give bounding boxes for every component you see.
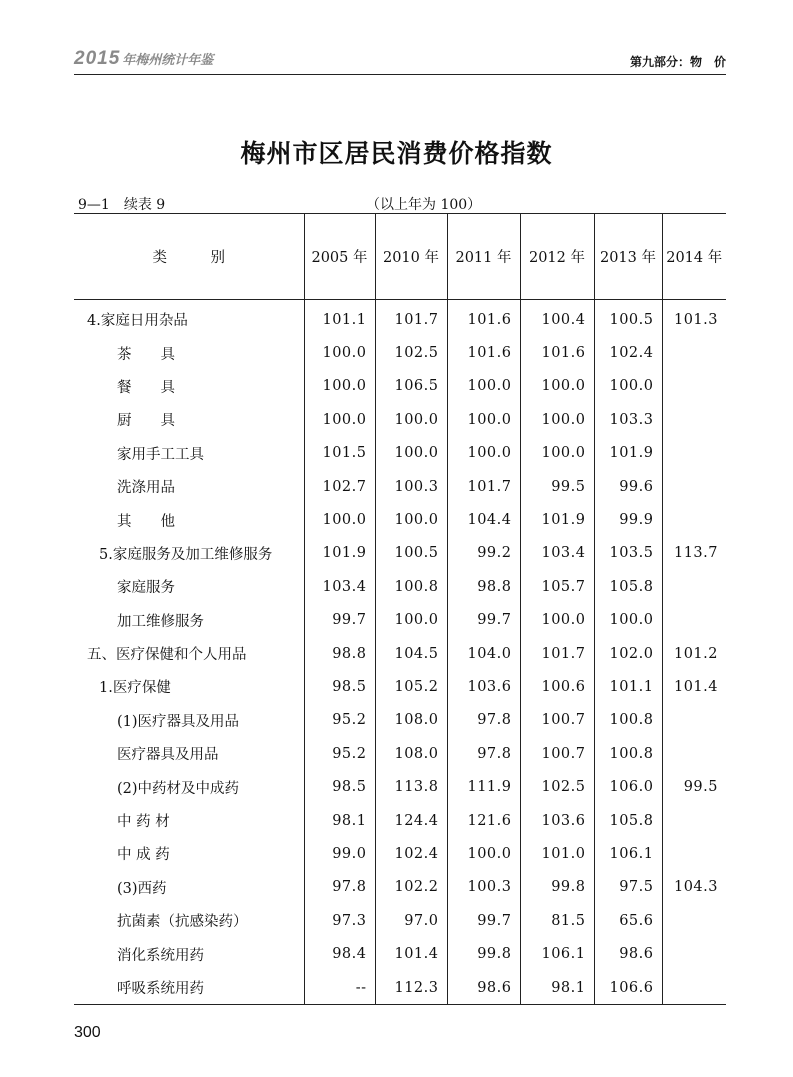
table-cell: 100.0 — [304, 503, 375, 536]
row-label: 1.医疗保健 — [99, 680, 171, 697]
table-cell: 111.9 — [447, 770, 520, 803]
table-cell — [662, 403, 726, 436]
table-header-row — [74, 214, 726, 300]
table-cell — [662, 937, 726, 970]
table-cell: 102.5 — [375, 336, 447, 369]
table-cell: 99.0 — [304, 837, 375, 870]
table-cell: 98.6 — [447, 971, 520, 1005]
table-cell: 104.5 — [375, 637, 447, 670]
table-cell: 100.8 — [594, 737, 662, 770]
table-cell: 106.1 — [594, 837, 662, 870]
table-cell: 101.9 — [520, 503, 594, 536]
table-cell: 98.8 — [304, 637, 375, 670]
table-cell: 100.0 — [520, 604, 594, 637]
table-cell: 98.8 — [447, 570, 520, 603]
column-header: 2012 年 — [520, 214, 594, 300]
table-cell: 106.6 — [594, 971, 662, 1005]
table-row — [74, 437, 726, 470]
table-cell — [662, 804, 726, 837]
table-number: 9—1 续表 9 — [78, 197, 166, 213]
table-cell: 100.0 — [594, 604, 662, 637]
table-cell: 95.2 — [304, 704, 375, 737]
table-cell: 112.3 — [375, 971, 447, 1005]
table-cell: 97.8 — [304, 871, 375, 904]
table-cell: 113.7 — [662, 537, 726, 570]
table-cell: 101.6 — [447, 300, 520, 337]
table-row — [74, 570, 726, 603]
table-row — [74, 871, 726, 904]
row-label: 家用手工工具 — [117, 446, 204, 463]
yearbook-year: 2015 — [74, 48, 121, 69]
row-label: 抗菌素（抗感染药） — [117, 914, 248, 931]
table-row — [74, 370, 726, 403]
row-label: 呼吸系统用药 — [74, 971, 304, 1005]
table-cell: 101.7 — [375, 300, 447, 337]
table-cell: 103.4 — [520, 537, 594, 570]
column-header: 2011 年 — [447, 214, 520, 300]
table-cell — [662, 437, 726, 470]
table-cell: 99.2 — [447, 537, 520, 570]
table-cell: 113.8 — [375, 770, 447, 803]
table-cell: 97.0 — [375, 904, 447, 937]
table-cell: 101.3 — [662, 300, 726, 337]
table-cell — [662, 904, 726, 937]
table-cell: 102.0 — [594, 637, 662, 670]
row-label: 其 他 — [117, 513, 175, 530]
table-row — [74, 837, 726, 870]
table-cell: 81.5 — [520, 904, 594, 937]
row-label: 五、医疗保健和个人用品 — [87, 647, 247, 664]
table-cell: 99.5 — [520, 470, 594, 503]
table-row — [74, 937, 726, 970]
table-row — [74, 704, 726, 737]
row-label: 医疗器具及用品 — [117, 747, 219, 764]
table-cell: 100.0 — [447, 370, 520, 403]
table-cell: 100.6 — [520, 670, 594, 703]
table-cell: 101.9 — [304, 537, 375, 570]
table-cell: 101.7 — [447, 470, 520, 503]
row-label: 4.家庭日用杂品 — [87, 313, 188, 330]
table-cell: 101.4 — [375, 937, 447, 970]
column-header: 2014 年 — [662, 214, 726, 300]
table-cell: 100.5 — [375, 537, 447, 570]
table-cell: 98.5 — [304, 770, 375, 803]
table-cell: 103.5 — [594, 537, 662, 570]
table-cell: 104.4 — [447, 503, 520, 536]
table-cell: 101.1 — [304, 300, 375, 337]
price-index-table — [74, 213, 726, 1005]
table-cell: 100.3 — [447, 871, 520, 904]
table-cell: 100.5 — [594, 300, 662, 337]
table-cell: 100.0 — [375, 403, 447, 436]
table-cell: 98.5 — [304, 670, 375, 703]
table-body — [74, 300, 726, 1005]
table-cell: 97.3 — [304, 904, 375, 937]
table-cell: 99.7 — [447, 904, 520, 937]
table-cell: 124.4 — [375, 804, 447, 837]
table-cell: 103.6 — [520, 804, 594, 837]
table-cell: 101.4 — [662, 670, 726, 703]
table-cell: 101.1 — [594, 670, 662, 703]
table-cell: 100.0 — [375, 437, 447, 470]
table-cell: 106.0 — [594, 770, 662, 803]
table-cell: 95.2 — [304, 737, 375, 770]
table-cell: 97.8 — [447, 737, 520, 770]
table-row — [74, 300, 726, 337]
table-cell: 105.7 — [520, 570, 594, 603]
row-label: 加工维修服务 — [117, 613, 204, 630]
table-cell: 104.0 — [447, 637, 520, 670]
table-cell: 65.6 — [594, 904, 662, 937]
table-cell: 100.7 — [520, 737, 594, 770]
page-header — [74, 44, 726, 75]
table-cell — [662, 604, 726, 637]
table-cell: 100.0 — [520, 403, 594, 436]
table-row — [74, 604, 726, 637]
table-row — [74, 336, 726, 369]
row-label: 中 成 药 — [117, 847, 170, 864]
table-cell: 99.7 — [447, 604, 520, 637]
row-label: 家庭服务 — [117, 580, 175, 597]
table-cell — [662, 470, 726, 503]
table-cell: 100.8 — [375, 570, 447, 603]
table-cell: 102.7 — [304, 470, 375, 503]
row-label: 餐 具 — [117, 379, 175, 396]
table-cell: 106.5 — [375, 370, 447, 403]
table-cell — [662, 570, 726, 603]
table-row — [74, 670, 726, 703]
row-label: 茶 具 — [117, 346, 175, 363]
table-cell: 101.5 — [304, 437, 375, 470]
table-cell — [662, 503, 726, 536]
table-cell: 102.4 — [594, 336, 662, 369]
table-cell: 98.4 — [304, 937, 375, 970]
table-cell: 102.5 — [520, 770, 594, 803]
table-cell: 99.6 — [594, 470, 662, 503]
row-label: 厨 具 — [117, 413, 175, 430]
table-cell: 103.6 — [447, 670, 520, 703]
page-title: 梅州市区居民消费价格指数 — [240, 139, 553, 168]
table-cell: 100.0 — [447, 403, 520, 436]
table-row — [74, 804, 726, 837]
table-cell — [662, 336, 726, 369]
table-row — [74, 637, 726, 670]
table-cell: 101.6 — [520, 336, 594, 369]
table-cell: 101.9 — [594, 437, 662, 470]
table-cell: 101.0 — [520, 837, 594, 870]
table-cell: 101.6 — [447, 336, 520, 369]
table-cell: 100.0 — [375, 503, 447, 536]
table-cell: 100.0 — [447, 437, 520, 470]
table-cell — [662, 704, 726, 737]
table-cell: 108.0 — [375, 704, 447, 737]
table-cell: 100.0 — [304, 370, 375, 403]
table-cell — [662, 370, 726, 403]
column-header: 类 别 — [74, 214, 304, 300]
table-cell — [662, 971, 726, 1005]
row-label: (1)医疗器具及用品 — [117, 713, 240, 730]
table-cell: 104.3 — [662, 871, 726, 904]
section-title: 第九部分：物 价 — [629, 55, 726, 69]
table-cell: 100.4 — [520, 300, 594, 337]
table-cell: 102.2 — [375, 871, 447, 904]
table-cell: 98.1 — [520, 971, 594, 1005]
page-number: 300 — [74, 1024, 101, 1041]
table-row — [74, 403, 726, 436]
table-cell: 100.0 — [520, 370, 594, 403]
table-cell: 102.4 — [375, 837, 447, 870]
table-cell: 99.9 — [594, 503, 662, 536]
table-cell: 97.8 — [447, 704, 520, 737]
table-cell: 99.8 — [447, 937, 520, 970]
table-cell — [662, 737, 726, 770]
table-cell: 100.3 — [375, 470, 447, 503]
table-cell: 103.3 — [594, 403, 662, 436]
row-label: 消化系统用药 — [117, 947, 204, 964]
table-row — [74, 737, 726, 770]
row-label: (2)中药材及中成药 — [117, 780, 240, 797]
row-label: 中 药 材 — [117, 814, 170, 831]
row-label: 洗涤用品 — [117, 480, 175, 497]
table-cell: 100.0 — [447, 837, 520, 870]
column-header: 2010 年 — [375, 214, 447, 300]
table-cell: 105.2 — [375, 670, 447, 703]
column-header: 2005 年 — [304, 214, 375, 300]
yearbook-name: 年梅州统计年鉴 — [122, 52, 214, 67]
table-cell: -- — [304, 971, 375, 1005]
table-cell: 98.1 — [304, 804, 375, 837]
column-header: 2013 年 — [594, 214, 662, 300]
table-cell: 100.0 — [375, 604, 447, 637]
table-cell: 97.5 — [594, 871, 662, 904]
table-cell: 103.4 — [304, 570, 375, 603]
row-label: (3)西药 — [117, 880, 167, 897]
table-row — [74, 470, 726, 503]
table-cell: 106.1 — [520, 937, 594, 970]
table-cell: 100.0 — [304, 403, 375, 436]
table-cell: 105.8 — [594, 804, 662, 837]
table-cell: 100.0 — [594, 370, 662, 403]
table-row — [74, 503, 726, 536]
table-cell: 100.8 — [594, 704, 662, 737]
table-row — [74, 904, 726, 937]
table-cell: 108.0 — [375, 737, 447, 770]
table-cell: 121.6 — [447, 804, 520, 837]
table-cell — [662, 837, 726, 870]
table-cell: 105.8 — [594, 570, 662, 603]
table-cell: 99.5 — [662, 770, 726, 803]
table-cell: 100.0 — [520, 437, 594, 470]
table-row — [74, 537, 726, 570]
table-row — [74, 971, 726, 1005]
table-cell: 99.8 — [520, 871, 594, 904]
table-cell: 101.7 — [520, 637, 594, 670]
table-cell: 98.6 — [594, 937, 662, 970]
table-cell: 100.7 — [520, 704, 594, 737]
base-note: （以上年为 100） — [366, 197, 482, 213]
table-cell: 101.2 — [662, 637, 726, 670]
table-cell: 99.7 — [304, 604, 375, 637]
yearbook-title — [74, 48, 213, 70]
table-row — [74, 770, 726, 803]
row-label: 5.家庭服务及加工维修服务 — [99, 546, 273, 563]
table-cell: 100.0 — [304, 336, 375, 369]
